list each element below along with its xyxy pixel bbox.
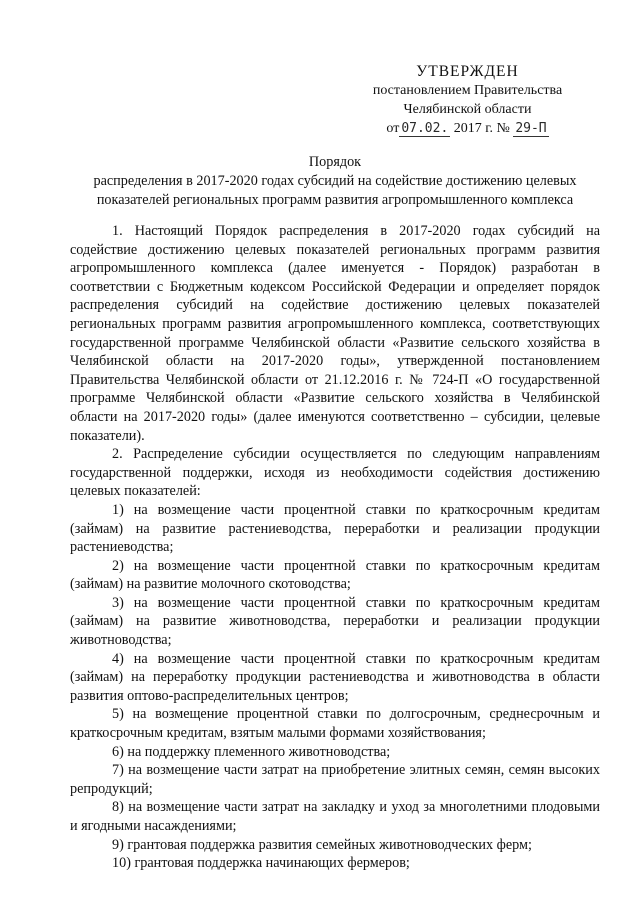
document-body — [70, 222, 600, 873]
title-line-3: показателей региональных программ развития агропромышленного комплекса — [96, 192, 574, 208]
handwritten-date: 07.02. — [401, 121, 449, 136]
handwritten-number: 29-П — [515, 121, 547, 136]
approval-heading: УТВЕРЖДЕН — [416, 63, 519, 80]
document-title — [70, 153, 600, 210]
approval-stamp — [360, 62, 575, 138]
list-item: 6) на поддержку племенного животноводства; — [112, 743, 391, 760]
list-item: 8) на возмещение части затрат на закладку и уход за многолетними плодовыми и ягодными насаждениями; — [70, 799, 600, 834]
paragraph: 1. Настоящий Порядок распределения в 2017-2020 годах субсидий на содействие достижению целевых показателей региональных программ развития агропромышленного комплекса (далее именуется - Порядок) разработан в соответствии с Бюджетным кодексом Российской Федерации и определяет порядок распределения субсидий на содействие достижению целевых показателей региональных программ развития агропромышленного комплекса, соответствующих государственной программе Челябинской области «Развитие сельского хозяйства в Челябинской области на 2017-2020 годы», утвержденной постановлением Правительства Челябинской области от 21.12.2016 г. № 724-П «О государственной программе Челябинской области «Развитие сельского хозяйства в Челябинской области на 2017-2020 годы» (далее именуются соответственно – субсидии, целевые показатели). — [70, 223, 600, 444]
list-item: 3) на возмещение части процентной ставки по краткосрочным кредитам (займам) на развитие животноводства, переработки и реализации продукции животноводства; — [70, 594, 600, 649]
list-item: 7) на возмещение части затрат на приобретение элитных семян, семян высоких репродукций; — [70, 762, 600, 797]
list-item: 1) на возмещение части процентной ставки по краткосрочным кредитам (займам) на развитие растениеводства, переработки и реализации продукции растениеводства; — [70, 501, 600, 556]
title-line-2: распределения в 2017-2020 годах субсидий на содействие достижению целевых — [93, 173, 577, 189]
list-item: 9) грантовая поддержка развития семейных животноводческих ферм; — [112, 836, 532, 853]
list-item: 4) на возмещение части процентной ставки по краткосрочным кредитам (займам) на переработку продукции растениеводства и животноводства в области развития оптово-распределительных центров; — [70, 650, 600, 704]
approval-line-government: постановлением Правительства — [372, 83, 563, 98]
approval-date-line — [360, 119, 575, 138]
paragraph: 2. Распределение субсидии осуществляется по следующим направлениям государственной поддержки, исходя из необходимости содействия достижению целевых показателей: — [70, 446, 600, 500]
title-line-1: Порядок — [308, 154, 362, 170]
list-item: 10) грантовая поддержка начинающих фермеров; — [112, 855, 410, 872]
approval-line-region: Челябинской области — [403, 102, 532, 117]
date-prefix: от — [386, 121, 400, 136]
year-number-text: 2017 г. № — [453, 121, 510, 136]
list-item: 2) на возмещение части процентной ставки по краткосрочным кредитам (займам) на развитие молочного скотоводства; — [70, 557, 600, 593]
list-item: 5) на возмещение процентной ставки по долгосрочным, среднесрочным и краткосрочным кредитам, взятым малыми формами хозяйствования; — [70, 706, 600, 742]
